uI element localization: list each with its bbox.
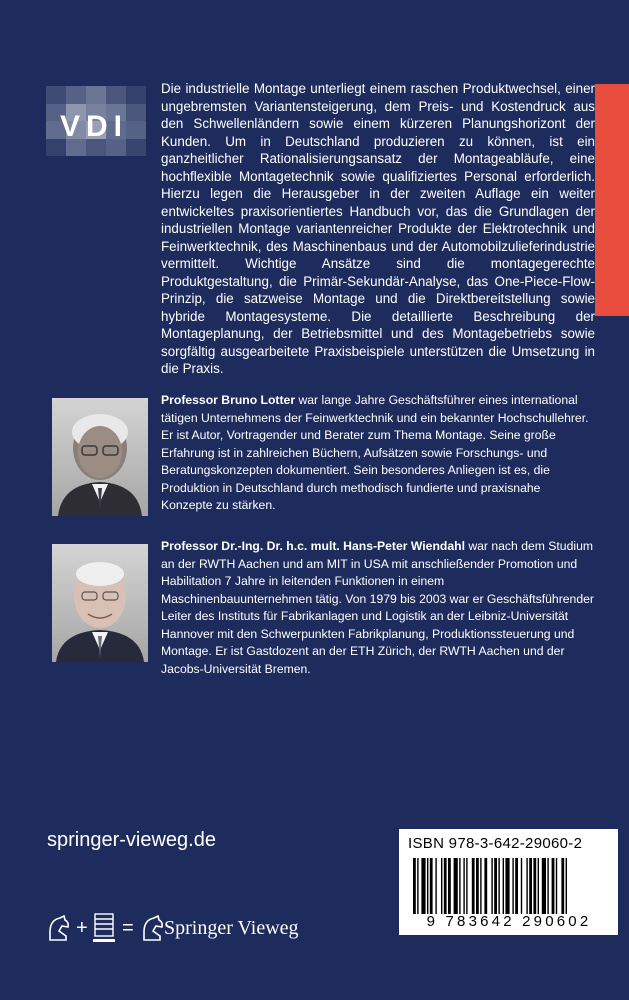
- author-bio-lotter: [161, 392, 595, 515]
- author-name-lotter: Professor Bruno Lotter: [161, 393, 296, 407]
- publisher-logos: [46, 910, 316, 946]
- accent-bar: [595, 84, 629, 316]
- author-photo-wiendahl: [52, 544, 148, 662]
- publisher-url: springer-vieweg.de: [47, 829, 216, 851]
- author-bio-wiendahl: [161, 538, 595, 678]
- logo-plus: +: [76, 917, 88, 939]
- book-description: Die industrielle Montage unterliegt einem raschen Produktwechsel, einer ungebremsten Variantensteigerung, dem Preis- und Kostendruck aus den Schwellenländern sowie einem kürzeren Planungshorizont der Kunden. Um in Deutschland produzieren zu können, ist ein ganzheitlicher Rationalisierungsansatz der Montageabläufe, eine hochflexible Montagetechnik sowie qualifiziertes Personal erforderlich. Hierzu legen die Herausgeber in der zweiten Auflage ein weiter entwickeltes praxisorientiertes Handbuch vor, das die Grundlagen der industriellen Montage variantenreicher Produkte der Elektrotechnik und Feinwerktechnik, des Maschinenbaus und der Automobilzulieferindustrie vermittelt. Wichtige Ansätze sind die montagegerechte Produktgestaltung, die Primär-Sekundär-Analyse, das One-Piece-Flow-Prinzip, die satzweise Montage und die Direktbereitstellung sowie hybride Montagesysteme. Die detaillierte Beschreibung der Montageplanung, der Betriebsmittel und des Montagebetriebs sowie sorgfältig ausgearbeitete Praxisbeispiele unterstützen die Umsetzung in die Praxis.: [161, 81, 595, 376]
- springer-vieweg-logo-text: Springer Vieweg: [164, 917, 299, 939]
- isbn-barcode-box: [399, 829, 618, 935]
- author-name-wiendahl: Professor Dr.-Ing. Dr. h.c. mult. Hans-Peter Wiendahl: [161, 539, 465, 553]
- vdi-logo: [46, 86, 146, 156]
- vieweg-teubner-icon: [91, 912, 117, 944]
- barcode-digits: 9 783642 290602: [426, 913, 592, 930]
- barcode: [413, 858, 609, 914]
- springer-horse-icon: [46, 914, 72, 942]
- isbn-label: ISBN 978-3-642-29060-2: [408, 835, 583, 852]
- springer-vieweg-horse-icon: [140, 914, 166, 942]
- author-text-wiendahl: war nach dem Studium an der RWTH Aachen und am MIT in USA mit anschließender Promotion und Habilitation 7 Jahre in leitenden Funktionen in einem Maschinenbauunternehmen tätig. Von 1979 bis 2003 war er Geschäftsführender Leiter des Instituts für Fabrikanlagen und Logistik an der Leibniz-Universität Hannover mit den Schwerpunkten Fabrikplanung, Produktionssteuerung und Montage. Er ist Gastdozent an der ETH Zürich, der RWTH Aachen und der Jacobs-Universität Bremen.: [161, 539, 594, 676]
- logo-equals: =: [122, 917, 134, 939]
- vdi-logo-text: VDI: [60, 110, 129, 143]
- author-text-lotter: war lange Jahre Geschäftsführer eines international tätigen Unternehmens der Feinwerktechnik und ein bekannter Hochschullehrer. Er ist Autor, Vortragender und Berater zum Thema Montage. Seine große Erfahrung ist in zahlreichen Büchern, Aufsätzen sowie Forschungs- und Beratungskonzepten dokumentiert. Sein besonderes Anliegen ist es, die Produktion in Deutschland durch methodisch fundierte und praxisnahe Konzepte zu stärken.: [161, 393, 589, 512]
- author-photo-lotter: [52, 398, 148, 516]
